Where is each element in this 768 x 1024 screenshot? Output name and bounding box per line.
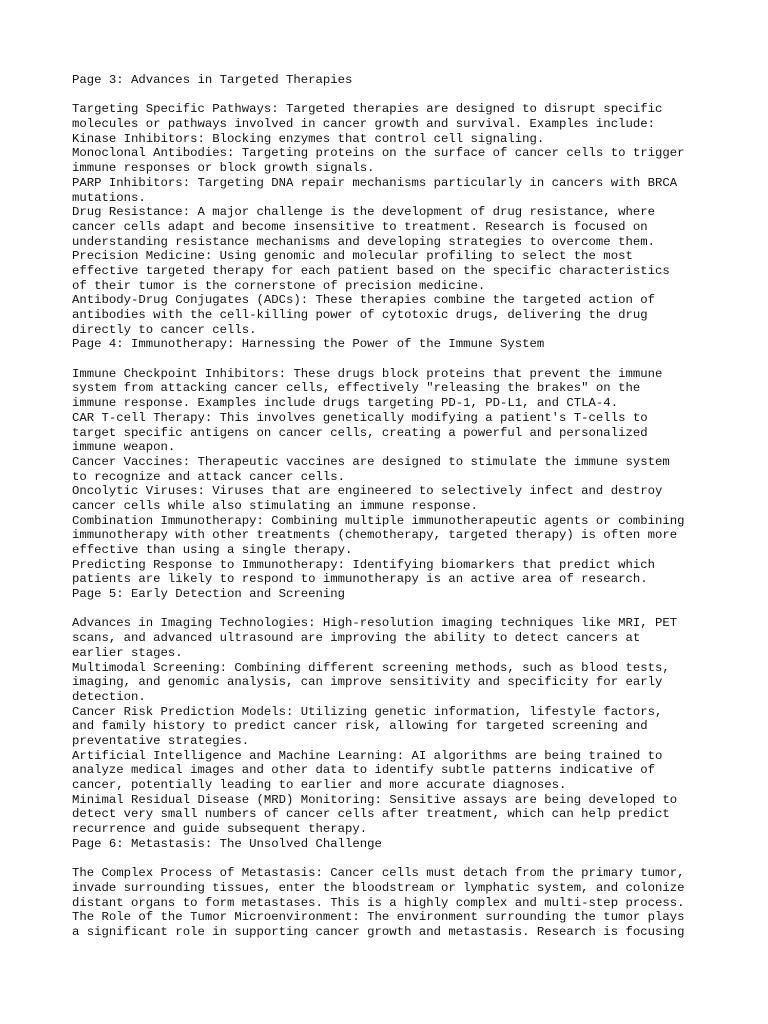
text-line: Antibody-Drug Conjugates (ADCs): These therapies combine the targeted action of xyxy=(72,293,655,308)
text-line: CAR T-cell Therapy: This involves genetically modifying a patient's T-cells to xyxy=(72,410,648,425)
page-heading: Page 6: Metastasis: The Unsolved Challenge xyxy=(72,836,382,851)
text-line: detect very small numbers of cancer cells after treatment, which can help predict xyxy=(72,807,670,822)
text-line: The Complex Process of Metastasis: Cancer cells must detach from the primary tumor, xyxy=(72,866,685,881)
text-line: mutations. xyxy=(72,190,146,205)
text-line: Minimal Residual Disease (MRD) Monitoring: Sensitive assays are being developed to xyxy=(72,792,678,807)
text-line: cancer, potentially leading to earlier and more accurate diagnoses. xyxy=(72,778,567,792)
text-line: Advances in Imaging Technologies: High-resolution imaging techniques like MRI, PET xyxy=(72,616,678,631)
text-line: preventative strategies. xyxy=(72,733,250,748)
text-line: Kinase Inhibitors: Blocking enzymes that control cell signaling. xyxy=(72,131,545,146)
text-line: immune response. Examples include drugs targeting PD-1, PD-L1, and CTLA-4. xyxy=(72,396,619,411)
text-line: cancer cells while also stimulating an immune response. xyxy=(72,498,478,513)
text-line: Oncolytic Viruses: Viruses that are engineered to selectively infect and destroy xyxy=(72,484,663,499)
text-line: Multimodal Screening: Combining different screening methods, such as blood tests, xyxy=(72,660,670,675)
text-line: and family history to predict cancer risk, allowing for targeted screening and xyxy=(72,719,648,734)
text-line: effective targeted therapy for each patient based on the specific characteristics xyxy=(72,263,670,278)
document-body xyxy=(72,73,732,940)
text-line: directly to cancer cells. xyxy=(72,322,257,337)
text-line: Cancer Vaccines: Therapeutic vaccines are designed to stimulate the immune system xyxy=(72,454,670,469)
text-line: scans, and advanced ultrasound are improving the ability to detect cancers at xyxy=(72,631,641,646)
text-line: system from attacking cancer cells, effectively "releasing the brakes" on the xyxy=(72,381,641,396)
text-line: immune responses or block growth signals. xyxy=(72,161,375,176)
text-line: cancer cells adapt and become insensitive to treatment. Research is focused on xyxy=(72,219,648,234)
text-line: of their tumor is the cornerstone of precision medicine. xyxy=(72,278,486,293)
text-line: molecules or pathways involved in cancer growth and survival. Examples include: xyxy=(72,117,655,132)
text-line: patients are likely to respond to immunotherapy is an active area of research. xyxy=(72,572,648,587)
blank-line xyxy=(72,851,732,866)
text-line: earlier stages. xyxy=(72,645,183,660)
text-line: recurrence and guide subsequent therapy. xyxy=(72,822,368,837)
text-line: immunotherapy with other treatments (chemotherapy, targeted therapy) is often more xyxy=(72,528,678,543)
text-line: effective than using a single therapy. xyxy=(72,543,353,557)
text-line: antibodies with the cell-killing power of cytotoxic drugs, delivering the drug xyxy=(72,308,648,322)
text-line: Monoclonal Antibodies: Targeting proteins on the surface of cancer cells to trigger xyxy=(72,146,685,161)
text-line: The Role of the Tumor Microenvironment: The environment surrounding the tumor plays xyxy=(72,910,685,925)
page-heading: Page 3: Advances in Targeted Therapies xyxy=(72,73,353,87)
text-line: to recognize and attack cancer cells. xyxy=(72,469,346,484)
text-line: Precision Medicine: Using genomic and molecular profiling to select the most xyxy=(72,249,633,264)
text-line: Predicting Response to Immunotherapy: Identifying biomarkers that predict which xyxy=(72,557,655,572)
text-line: Drug Resistance: A major challenge is the development of drug resistance, where xyxy=(72,205,655,220)
blank-line xyxy=(72,88,732,103)
text-line: detection. xyxy=(72,689,146,704)
text-line: Combination Immunotherapy: Combining multiple immunotherapeutic agents or combining xyxy=(72,513,685,528)
page-heading: Page 4: Immunotherapy: Harnessing the Power of the Immune System xyxy=(72,337,545,352)
text-line: Artificial Intelligence and Machine Learning: AI algorithms are being trained to xyxy=(72,748,663,763)
text-line: Immune Checkpoint Inhibitors: These drugs block proteins that prevent the immune xyxy=(72,366,663,381)
text-line: Cancer Risk Prediction Models: Utilizing genetic information, lifestyle factors, xyxy=(72,704,663,719)
blank-line xyxy=(72,602,732,617)
text-line: analyze medical images and other data to identify subtle patterns indicative of xyxy=(72,763,655,778)
text-line: imaging, and genomic analysis, can improve sensitivity and specificity for early xyxy=(72,675,663,690)
text-line: target specific antigens on cancer cells, creating a powerful and personalized xyxy=(72,425,648,440)
text-line: invade surrounding tissues, enter the bloodstream or lymphatic system, and colonize xyxy=(72,880,685,895)
text-line: a significant role in supporting cancer growth and metastasis. Research is focusing xyxy=(72,924,685,939)
text-line: immune weapon. xyxy=(72,440,176,455)
text-line: distant organs to form metastases. This is a highly complex and multi-step process. xyxy=(72,895,685,910)
text-line: Targeting Specific Pathways: Targeted therapies are designed to disrupt specific xyxy=(72,102,663,117)
blank-line xyxy=(72,352,732,367)
text-line: PARP Inhibitors: Targeting DNA repair mechanisms particularly in cancers with BRCA xyxy=(72,175,678,190)
page-heading: Page 5: Early Detection and Screening xyxy=(72,587,346,602)
text-line: understanding resistance mechanisms and developing strategies to overcome them. xyxy=(72,234,655,249)
